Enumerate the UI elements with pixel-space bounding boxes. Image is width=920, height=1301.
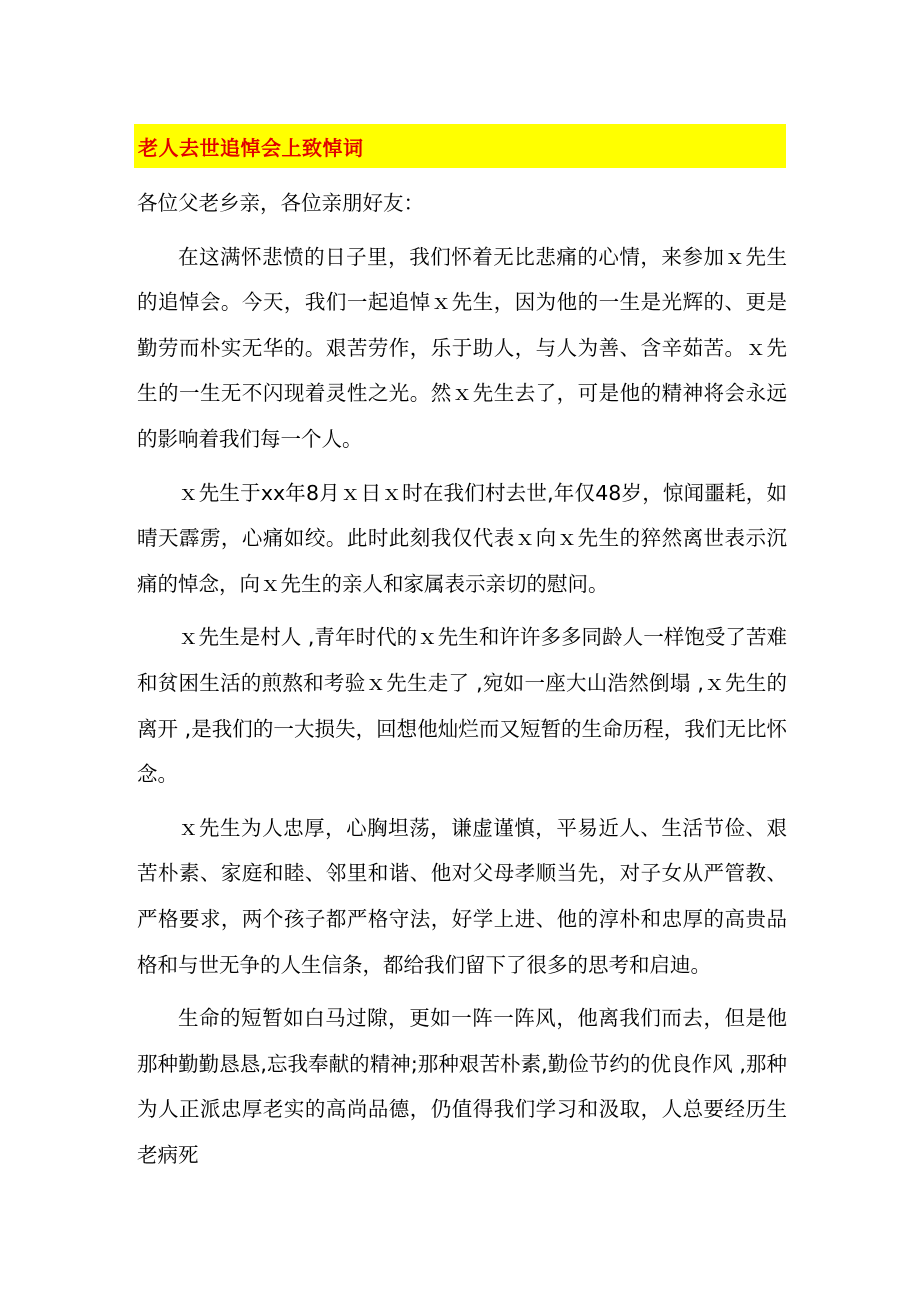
paragraph-5: 生命的短暂如白马过隙，更如一阵一阵风，他离我们而去，但是他那种勤勤恳恳,忘我奉献的精神;那种艰苦朴素,勤俭节约的优良作风 ,那种为人正派忠厚老实的高尚品德，仍值得我们学习和汲取，人总要经历生老病死 bbox=[137, 1006, 787, 1167]
salutation: 各位父老乡亲，各位亲朋好友： bbox=[137, 191, 424, 215]
document-body bbox=[137, 181, 787, 1186]
paragraph-1: 在这满怀悲愤的日子里，我们怀着无比悲痛的心情，来参加ｘ先生的追悼会。今天，我们一起追悼ｘ先生，因为他的一生是光辉的、更是勤劳而朴实无华的。艰苦劳作，乐于助人，与人为善、含辛茹苦。ｘ先生的一生无不闪现着灵性之光。然ｘ先生去了，可是他的精神将会永远的影响着我们每一个人。 bbox=[137, 244, 787, 451]
document-title: 老人去世追悼会上致悼词 bbox=[138, 135, 364, 160]
paragraph-4: ｘ先生为人忠厚，心胸坦荡，谦虚谨慎，平易近人、生活节俭、艰苦朴素、家庭和睦、邻里和谐、他对父母孝顺当先，对子女从严管教、严格要求，两个孩子都严格守法，好学上进、他的淳朴和忠厚的高贵品格和与世无争的人生信条，都给我们留下了很多的思考和启迪。 bbox=[137, 815, 787, 977]
title-highlight-bar bbox=[134, 124, 786, 168]
paragraph-2: ｘ先生于xx年8月ｘ日ｘ时在我们村去世,年仅48岁，惊闻噩耗，如晴天霹雳，心痛如绞。此时此刻我仅代表ｘ向ｘ先生的猝然离世表示沉痛的悼念，向ｘ先生的亲人和家属表示亲切的慰问。 bbox=[137, 480, 787, 596]
paragraph-3: ｘ先生是村人 ,青年时代的ｘ先生和许许多多同龄人一样饱受了苦难和贫困生活的煎熬和考验ｘ先生走了 ,宛如一座大山浩然倒塌 ,ｘ先生的离开 ,是我们的一大损失，回想他灿烂而又短暂的生命历程，我们无比怀念。 bbox=[137, 625, 787, 787]
